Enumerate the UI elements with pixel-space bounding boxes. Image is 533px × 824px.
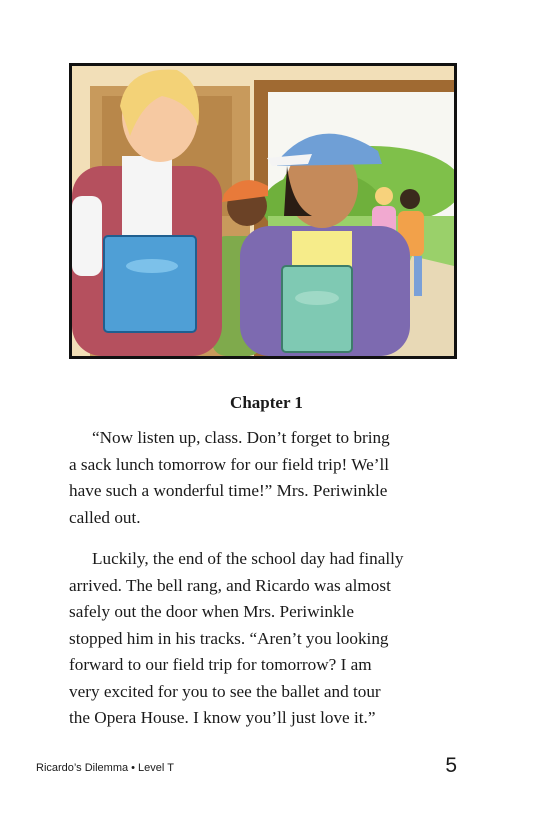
paragraph-1	[69, 425, 459, 531]
paragraph-2-line: the Opera House. I know you’ll just love it.”	[69, 708, 376, 727]
page-number: 5	[445, 754, 457, 777]
paragraph-2-line: arrived. The bell rang, and Ricardo was almost	[69, 575, 391, 595]
paragraph-2-line: stopped him in his tracks. “Aren’t you looking	[69, 628, 389, 648]
illustration-teacher-and-students	[72, 66, 454, 356]
paragraph-2	[69, 546, 459, 732]
paragraph-1-line: have such a wonderful time!” Mrs. Periwinkle	[69, 481, 388, 500]
paragraph-2-line: Luckily, the end of the school day had finally	[92, 549, 404, 568]
chapter-illustration	[69, 63, 457, 359]
paragraph-2-line: forward to our field trip for tomorrow? I am	[69, 655, 372, 674]
footer-book-title: Ricardo’s Dilemma • Level T	[36, 762, 174, 774]
paragraph-2-line: safely out the door when Mrs. Periwinkle	[69, 602, 354, 621]
paragraph-1-line: called out.	[69, 507, 141, 527]
paragraph-2-line: very excited for you to see the ballet and tour	[69, 681, 381, 701]
paragraph-1-line: a sack lunch tomorrow for our field trip! We’ll	[69, 454, 389, 474]
chapter-heading: Chapter 1	[230, 393, 303, 412]
paragraph-1-line: “Now listen up, class. Don’t forget to bring	[92, 428, 390, 447]
